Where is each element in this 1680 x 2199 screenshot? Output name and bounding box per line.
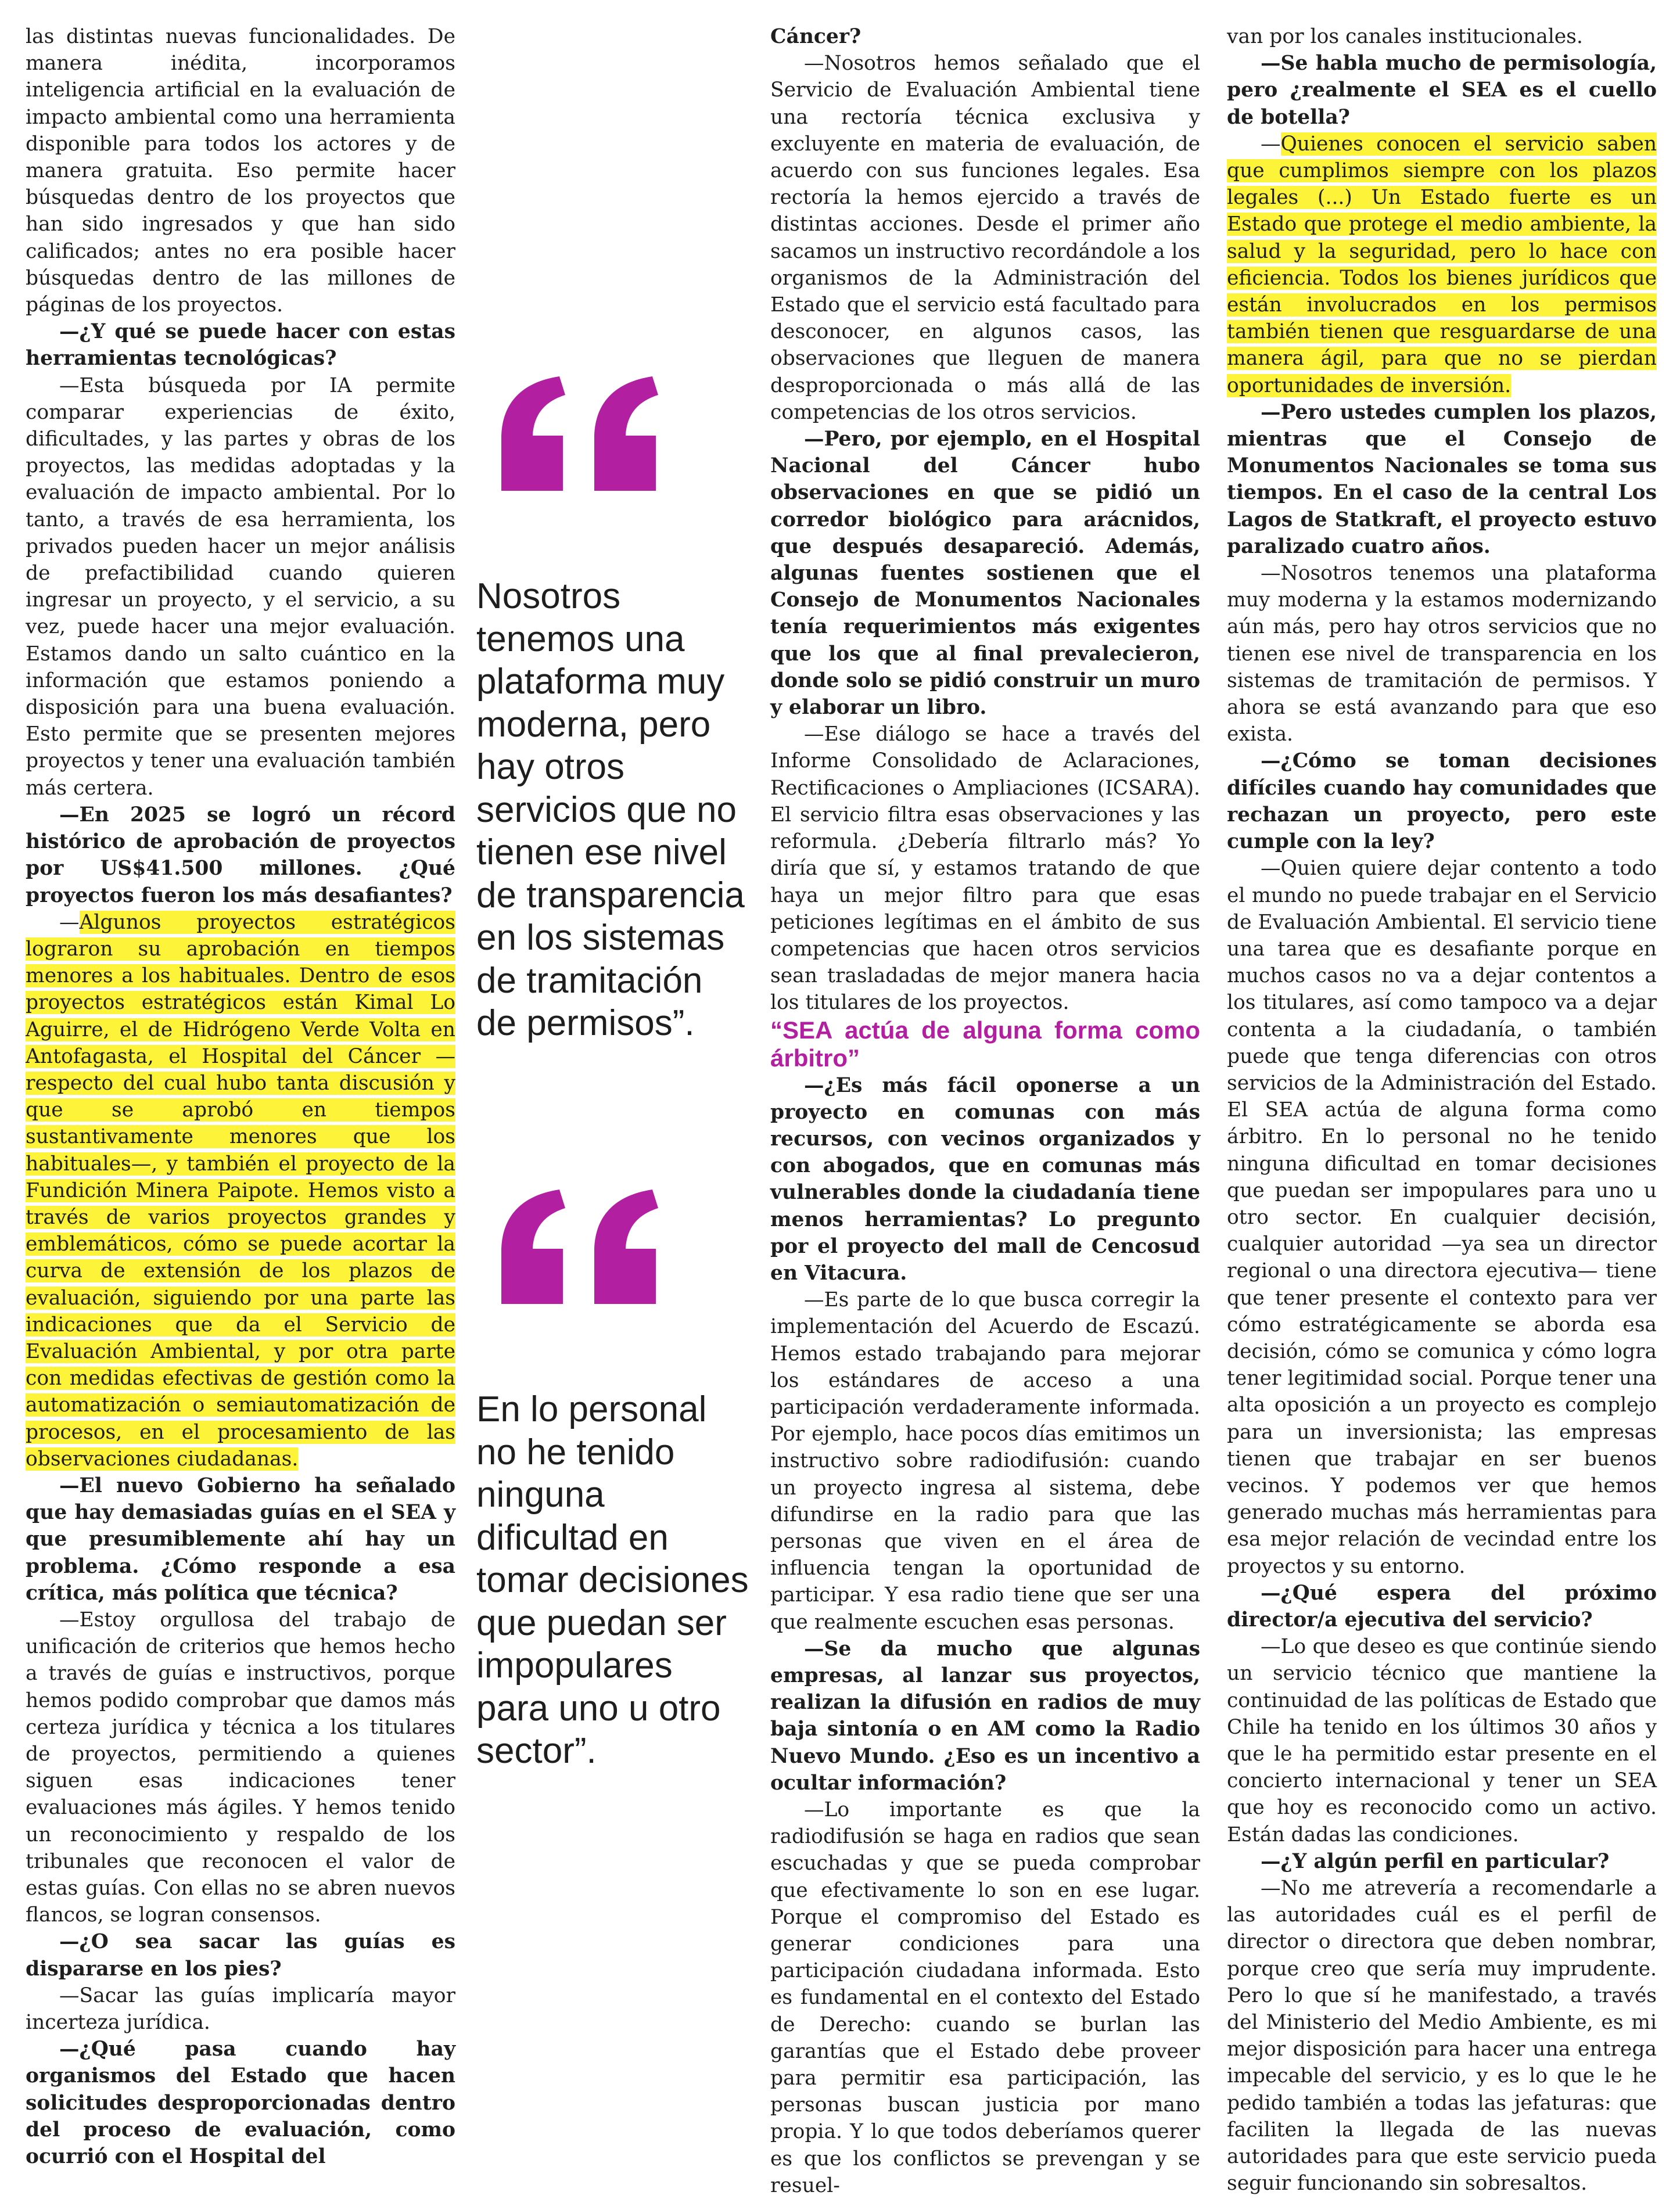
interview-question: —El nuevo Gobierno ha señalado que hay demasiadas guías en el SEA y que presumiblemente ahí hay un problema. ¿Cómo responde a esa crítica, más política que técnica? [26,1474,455,1605]
interview-question: —¿Y qué se puede hacer con estas herramientas tecnológicas? [26,320,455,371]
interview-question: —¿O sea sacar las guías es dispararse en los pies? [26,1930,455,1981]
interview-answer: —Nosotros hemos señalado que el Servicio de Evaluación Ambiental tiene una rectoría técnica exclusiva y excluyente en materia de evaluación, de acuerdo con sus funciones legales. Esa rectoría la hemos ejercido a través de distintas acciones. Desde el primer año sacamos un instructivo recordándole a los organismos de la Administración del Estado que el servicio está facultado para desconocer, en algunos casos, las observaciones que lleguen de manera desproporcionada o más allá de las competencias de los otros servicios. [770,52,1200,424]
interview-answer: —Es parte de lo que busca corregir la implementación del Acuerdo de Escazú. Hemos estado trabajando para mejorar los estándares de acceso a una participación verdaderamente informada. Por ejemplo, hace pocos días emitimos un instructivo sobre radiodifusión: cuando un proyecto ingresa al sistema, debe difundirse en la radio para que las personas que viven en el área de influencia tengan la oportunidad de participar. Y esa radio tiene que ser una que realmente escuchen esas personas. [770,1288,1200,1634]
interview-answer: —Sacar las guías implicaría mayor incerteza jurídica. [26,1984,455,2035]
highlighted-text: Algunos proyectos estratégicos lograron su aprobación en tiempos menores a los habituales. Dentro de esos proyectos estratégicos están Kimal Lo Aguirre, el de Hidrógeno Verde Volta en Antofagasta, el Hospital del Cáncer —respecto del cual hubo tanta discusión y que se aprobó en tiempos sustantivamente menores que los habituales—, y también el proyecto de la Fundición Minera Paipote. Hemos visto a través de varios proyectos grandes y emblemáticos, cómo se puede acortar la curva de extensión de los plazos de evaluación, siguiendo por una parte las indicaciones que da el Servicio de Evaluación Ambiental, y por otra parte con medidas efectivas de gestión como la automatización o semiautomatización de procesos, en el procesamiento de las observaciones ciudadanas. [26,910,455,1471]
answer-dash: — [59,910,80,934]
interview-question: Cáncer? [770,25,861,48]
interview-answer: las distintas nuevas funcionalidades. De manera inédita, incorporamos inteligencia artificial en la evaluación de impacto ambiental como una herramienta disponible para todos los actores y de manera gratuita. Eso permite hacer búsquedas dentro de los proyectos que han sido ingresados y que han sido calificados; antes no era posible hacer búsquedas dentro de las millones de páginas de los proyectos. [26,25,455,317]
interview-answer: —No me atrevería a recomendarle a las autoridades cuál es el perfil de director o directora que deben nombrar, porque creo que sería muy imprudente. Pero lo que sí he manifestado, a través del Ministerio del Medio Ambiente, es mi mejor disposición para hacer una entrega impecable del servicio, y es lo que le he pedido también a todas las jefaturas: que faciliten la llegada de las nuevas autoridades para que este servicio pueda seguir funcionando sin sobresaltos. [1227,1877,1657,2196]
interview-question: —Se da mucho que algunas empresas, al lanzar sus proyectos, realizan la difusión en radios de muy baja sintonía o en AM como la Radio Nuevo Mundo. ¿Eso es un incentivo a ocultar información? [770,1637,1200,1795]
pull-quote-1: Nosotros tenemos una plataforma muy moderna, pero hay otros servicios que no tienen ese nivel de transparencia en los sistemas de tramitación de permisos”. [476,576,745,1043]
interview-question: —Pero ustedes cumplen los plazos, mientras que el Consejo de Monumentos Nacionales se toma sus tiempos. En el caso de la central Los Lagos de Statkraft, el proyecto estuvo paralizado cuatro años. [1227,400,1657,558]
interview-answer: —Estoy orgullosa del trabajo de unificación de criterios que hemos hecho a través de guías e instructivos, porque hemos podido comprobar que damos más certeza jurídica y técnica a los titulares de proyectos, permitiendo a quienes siguen esas indicaciones tener evaluaciones más ágiles. Y hemos tenido un reconocimiento y respaldo de los tribunales que reconocen el valor de estas guías. Con ellas no se abren nuevos flancos, se logran consensos. [26,1608,455,1927]
interview-question: —En 2025 se logró un récord histórico de aprobación de proyectos por US$41.500 millones. ¿Qué proyectos fueron los más desafiantes? [26,803,455,907]
section-subhead: “SEA actúa de alguna forma como árbitro” [770,1016,1200,1072]
article-column-3 [1227,23,1657,2197]
interview-answer: —Quien quiere dejar contento a todo el mundo no puede trabajar en el Servicio de Evaluación Ambiental. El servicio tiene una tarea que es desafiante porque en muchos casos no va a dejar contentos a los titulares, así como tampoco va a dejar contenta a la ciudadanía, o también puede que tenga diferencias con otros servicios de la Administración del Estado. El SEA actúa de alguna forma como árbitro. En lo personal no he tenido ninguna dificultad en tomar decisiones que puedan ser impopulares para uno u otro sector. En cualquier decisión, cualquier autoridad —ya sea un director regional o una directora ejecutiva— tiene que tener presente el contexto para ver cómo estratégicamente se aborda esa decisión, cómo se comunica y cómo logra tener legitimidad social. Porque tener una alta oposición a un proyecto es complejo para un inversionista; las empresas tienen que trabajar en ser buenos vecinos. Y podemos ver que hemos generado muchas más herramientas para esa mejor relación de vecindad entre los proyectos y su entorno. [1227,857,1657,1578]
pull-quote-2: En lo personal no he tenido ninguna dificultad en tomar decisiones que puedan ser impopulares para uno u otro sector”. [476,1389,749,1771]
interview-answer: —Lo que deseo es que continúe siendo un servicio técnico que mantiene la continuidad de las políticas de Estado que Chile ha tenido en los últimos 30 años y que le ha permitido estar presente en el concierto internacional y tener un SEA que hoy es reconocido como un activo. Están dadas las condiciones. [1227,1635,1657,1846]
interview-question: —¿Es más fácil oponerse a un proyecto en comunas con más recursos, con vecinos organizados y con abogados, que en comunas más vulnerables donde la ciudadanía tiene menos herramientas? Lo pregunto por el proyecto del mall de Cencosud en Vitacura. [770,1073,1200,1285]
interview-question: —Pero, por ejemplo, en el Hospital Nacional del Cáncer hubo observaciones en que se pidió un corredor biológico para arácnidos, que después desapareció. Además, algunas fuentes sostienen que el Consejo de Monumentos Nacionales tenía requerimientos más exigentes que los que al final prevalecieron, donde solo se pidió construir un muro y elaborar un libro. [770,427,1200,720]
interview-question: —¿Y algún perfil en particular? [1261,1849,1610,1873]
interview-answer [1227,131,1657,399]
interview-question: —Se habla mucho de permisología, pero ¿realmente el SEA es el cuello de botella? [1227,52,1657,129]
interview-answer: van por los canales institucionales. [1227,25,1583,48]
interview-question: —¿Qué pasa cuando hay organismos del Estado que hacen solicitudes desproporcionadas dentro del proceso de evaluación, como ocurrió con el Hospital del [26,2038,455,2169]
interview-answer: —Esta búsqueda por IA permite comparar experiencias de éxito, dificultades, y las partes y obras de los proyectos, las medidas adoptadas y la evaluación de impacto ambiental. Por lo tanto, a través de esa herramienta, los privados pueden hacer un mejor análisis de prefactibilidad cuando quieren ingresar un proyecto, y el servicio, a su vez, puede hacer una mejor evaluación. Estamos dando un salto cuántico en la información que estamos poniendo a disposición para una buena evaluación. Esto permite que se presenten mejores proyectos y tener una evaluación también más certera. [26,373,455,800]
interview-answer [26,909,455,1472]
double-open-quote-icon [485,1185,671,1307]
double-open-quote-icon [485,372,671,494]
interview-answer: —Ese diálogo se hace a través del Informe Consolidado de Aclaraciones, Rectificaciones o Ampliaciones (ICSARA). El servicio filtra esas observaciones y las reformula. ¿Debería filtrarlo más? Yo diría que sí, y estamos tratando de que haya un mejor filtro para que esas peticiones legítimas en el ámbito de sus competencias que hacen otros servicios sean trasladadas de mejor manera hacia los titulares de los proyectos. [770,723,1200,1015]
interview-answer: —Lo importante es que la radiodifusión se haga en radios que sean escuchadas y que se pueda comprobar que efectivamente lo son en ese lugar. Porque el compromiso del Estado es generar condiciones para una participación ciudadana informada. Esto es fundamental en el contexto del Estado de Derecho: cuando se burlan las garantías que el Estado debe proveer para permitir esa participación, las personas buscan justicia por mano propia. Y lo que todos deberíamos querer es que los conflictos se prevengan y se resuel- [770,1798,1200,2197]
answer-dash: — [1261,132,1281,156]
article-column-1 [26,23,455,2170]
interview-question: —¿Cómo se toman decisiones difíciles cuando hay comunidades que rechazan un proyecto, pero este cumple con la ley? [1227,749,1657,854]
article-column-2 [770,23,1200,2199]
highlighted-text: Quienes conocen el servicio saben que cumplimos siempre con los plazos legales (...) Un Estado fuerte es un Estado que protege el medio ambiente, la salud y la seguridad, pero lo hace con eficiencia. Todos los bienes jurídicos que están involucrados en los permisos también tienen que resguardarse de una manera ágil, para que no se pierdan oportunidades de inversión. [1227,132,1657,397]
interview-answer: —Nosotros tenemos una plataforma muy moderna y la estamos modernizando aún más, pero hay otros servicios que no tienen ese nivel de transparencia en los sistemas de tramitación de permisos. Y ahora se está avanzando para que eso exista. [1227,562,1657,746]
interview-question: —¿Qué espera del próximo director/a ejecutiva del servicio? [1227,1581,1657,1632]
